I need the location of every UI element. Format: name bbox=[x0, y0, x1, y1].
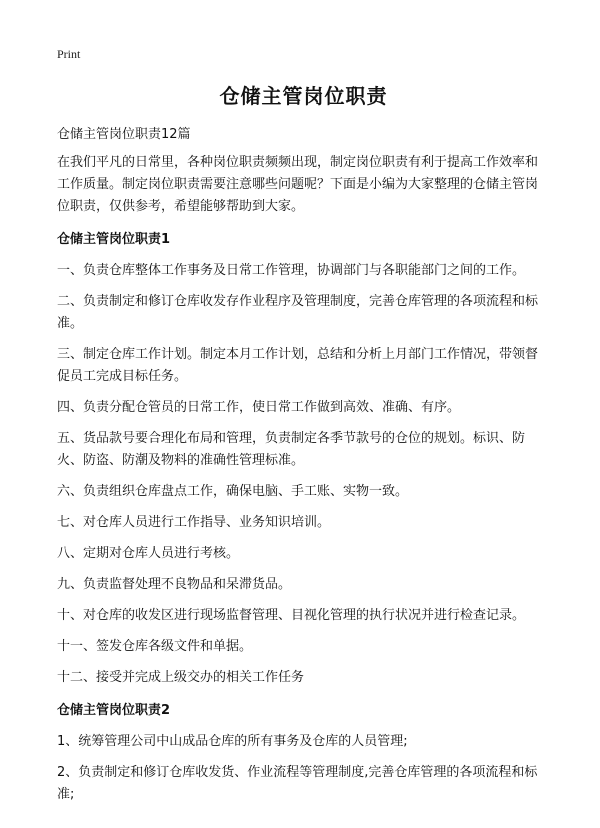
document-subtitle: 仓储主管岗位职责12篇 bbox=[57, 127, 191, 142]
duty-item: 六、负责组织仓库盘点工作，确保电脑、手工账、实物一致。 bbox=[57, 484, 409, 499]
section-2 bbox=[57, 701, 550, 806]
intro-paragraph: 在我们平凡的日常里，各种岗位职责频频出现，制定岗位职责有利于提高工作效率和工作质量。制定岗位职责需要注意哪些问题呢？下面是小编为大家整理的仓储主管岗位职责，仅供参考，希望能够帮助到大家。 bbox=[57, 155, 539, 214]
duty-item: 九、负责监督处理不良物品和呆滞货品。 bbox=[57, 577, 292, 592]
duty-item: 七、对仓库人员进行工作指导、业务知识培训。 bbox=[57, 515, 331, 530]
duty-item: 十一、签发仓库各级文件和单据。 bbox=[57, 639, 253, 654]
document-title: 仓储主管岗位职责 bbox=[219, 84, 388, 108]
print-label[interactable]: Print bbox=[57, 47, 81, 61]
duty-list bbox=[57, 731, 550, 806]
section-heading: 仓储主管岗位职责2 bbox=[57, 703, 171, 718]
section-heading: 仓储主管岗位职责1 bbox=[57, 232, 171, 247]
duty-list bbox=[57, 260, 550, 689]
section-1 bbox=[57, 230, 550, 689]
duty-item: 十二、接受并完成上级交办的相关工作任务 bbox=[57, 670, 305, 685]
duty-item: 十、对仓库的收发区进行现场监督管理、目视化管理的执行状况并进行检查记录。 bbox=[57, 608, 526, 623]
duty-item: 1、统筹管理公司中山成品仓库的所有事务及仓库的人员管理; bbox=[57, 734, 408, 749]
duty-item: 三、制定仓库工作计划。制定本月工作计划，总结和分析上月部门工作情况，带领督促员工完成目标任务。 bbox=[57, 347, 539, 384]
duty-item: 二、负责制定和修订仓库收发存作业程序及管理制度，完善仓库管理的各项流程和标准。 bbox=[57, 294, 539, 331]
duty-item: 四、负责分配仓管员的日常工作，使日常工作做到高效、准确、有序。 bbox=[57, 400, 461, 415]
duty-item: 2、负责制定和修订仓库收发货、作业流程等管理制度,完善仓库管理的各项流程和标准; bbox=[57, 765, 538, 802]
duty-item: 一、负责仓库整体工作事务及日常工作管理，协调部门与各职能部门之间的工作。 bbox=[57, 263, 526, 278]
duty-item: 八、定期对仓库人员进行考核。 bbox=[57, 546, 240, 561]
duty-item: 五、货品款号要合理化布局和管理，负责制定各季节款号的仓位的规划。标识、防火、防盗、防潮及物料的准确性管理标准。 bbox=[57, 431, 526, 468]
